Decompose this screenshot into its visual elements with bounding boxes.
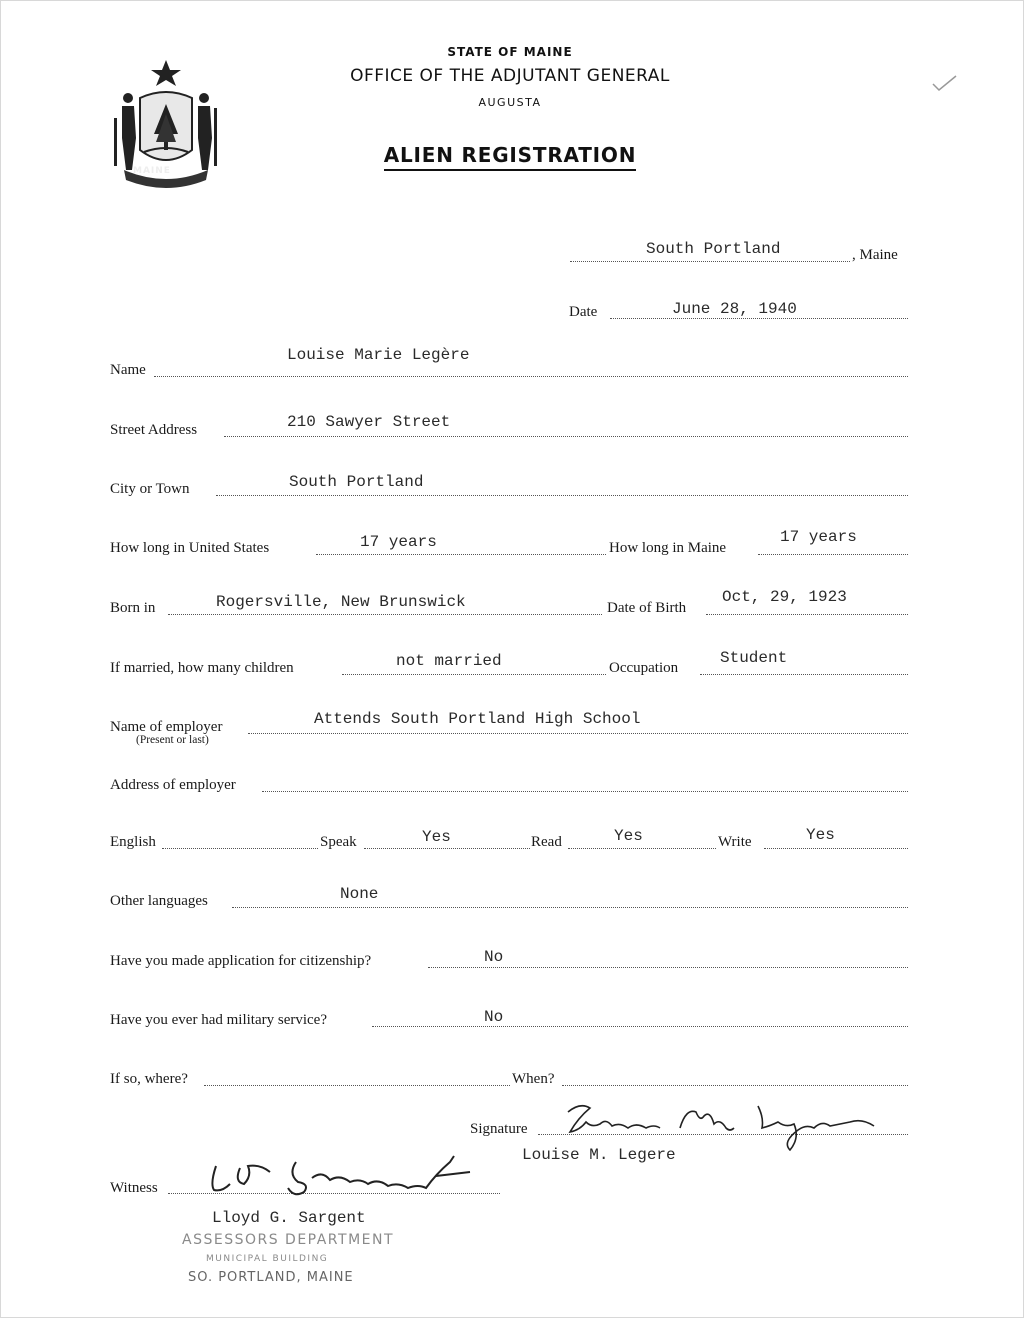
employer-address-label: Address of employer <box>110 777 236 793</box>
how-long-us-label: How long in United States <box>110 540 270 556</box>
write-label: Write <box>718 834 752 850</box>
employer-line <box>248 733 908 734</box>
signature-typed-name: Louise M. Legere <box>522 1146 676 1164</box>
city-line <box>216 495 908 496</box>
employer-value: Attends South Portland High School <box>314 710 641 728</box>
street-address-value: 210 Sawyer Street <box>287 413 451 431</box>
military-line <box>372 1026 908 1027</box>
location-value: South Portland <box>646 240 781 258</box>
children-value: not married <box>396 652 502 670</box>
form-title <box>300 143 720 171</box>
children-label: If married, how many children <box>110 660 294 676</box>
born-in-label: Born in <box>110 600 156 616</box>
occupation-line <box>700 674 908 675</box>
citizenship-label: Have you made application for citizenship? <box>110 953 372 969</box>
how-long-us-value: 17 years <box>360 533 437 551</box>
other-languages-line <box>232 907 908 908</box>
read-value: Yes <box>614 827 643 845</box>
seal-banner-text: MAINE <box>133 166 171 176</box>
witness-label: Witness <box>110 1180 158 1196</box>
form-title-text: ALIEN REGISTRATION <box>384 143 637 171</box>
signature-label: Signature <box>470 1121 528 1137</box>
when-label: When? <box>512 1071 555 1087</box>
stamp-line3: SO. PORTLAND, MAINE <box>188 1270 354 1285</box>
employer-sublabel: (Present or last) <box>136 734 209 746</box>
when-line <box>562 1085 908 1086</box>
write-value: Yes <box>806 826 835 844</box>
employer-label: Name of employer <box>110 719 223 735</box>
witness-typed-name: Lloyd G. Sargent <box>212 1209 366 1227</box>
how-long-maine-value: 17 years <box>780 528 857 546</box>
read-line <box>568 848 716 849</box>
if-so-where-line <box>204 1085 510 1086</box>
military-value: No <box>484 1008 504 1026</box>
write-line <box>764 848 908 849</box>
speak-value: Yes <box>422 828 451 846</box>
speak-label: Speak <box>320 834 357 850</box>
citizenship-value: No <box>484 948 504 966</box>
date-label: Date <box>569 304 598 320</box>
english-line <box>162 848 318 849</box>
header-office: OFFICE OF THE ADJUTANT GENERAL <box>350 66 670 86</box>
occupation-label: Occupation <box>609 660 679 676</box>
name-value: Louise Marie Legère <box>287 346 470 364</box>
children-line <box>342 674 606 675</box>
speak-line <box>364 848 530 849</box>
name-line <box>154 376 908 377</box>
born-in-line <box>168 614 602 615</box>
stamp-line1: ASSESSORS DEPARTMENT <box>182 1232 395 1248</box>
born-in-value: Rogersville, New Brunswick <box>216 593 466 611</box>
how-long-maine-label: How long in Maine <box>609 540 727 556</box>
other-languages-value: None <box>340 885 379 903</box>
employer-address-line <box>262 791 908 792</box>
location-line <box>570 261 850 262</box>
witness-signature <box>200 1148 490 1204</box>
date-value: June 28, 1940 <box>672 300 797 318</box>
military-label: Have you ever had military service? <box>110 1012 327 1028</box>
date-of-birth-label: Date of Birth <box>607 600 687 616</box>
occupation-value: Student <box>720 649 788 667</box>
city-value: South Portland <box>289 473 424 491</box>
other-languages-label: Other languages <box>110 893 208 909</box>
date-line <box>610 318 908 319</box>
how-long-maine-line <box>758 554 908 555</box>
how-long-us-line <box>316 554 606 555</box>
street-address-label: Street Address <box>110 422 198 438</box>
street-address-line <box>224 436 908 437</box>
citizenship-line <box>428 967 908 968</box>
stamp-line2: MUNICIPAL BUILDING <box>206 1254 329 1264</box>
if-so-where-label: If so, where? <box>110 1071 188 1087</box>
header-state: STATE OF MAINE <box>447 45 573 59</box>
date-of-birth-value: Oct, 29, 1923 <box>722 588 847 606</box>
english-label: English <box>110 834 156 850</box>
header-city: AUGUSTA <box>478 96 542 109</box>
location-suffix: , Maine <box>852 247 898 263</box>
city-label: City or Town <box>110 481 190 497</box>
check-mark-icon <box>930 72 960 94</box>
read-label: Read <box>531 834 562 850</box>
date-of-birth-line <box>706 614 908 615</box>
name-label: Name <box>110 362 146 378</box>
